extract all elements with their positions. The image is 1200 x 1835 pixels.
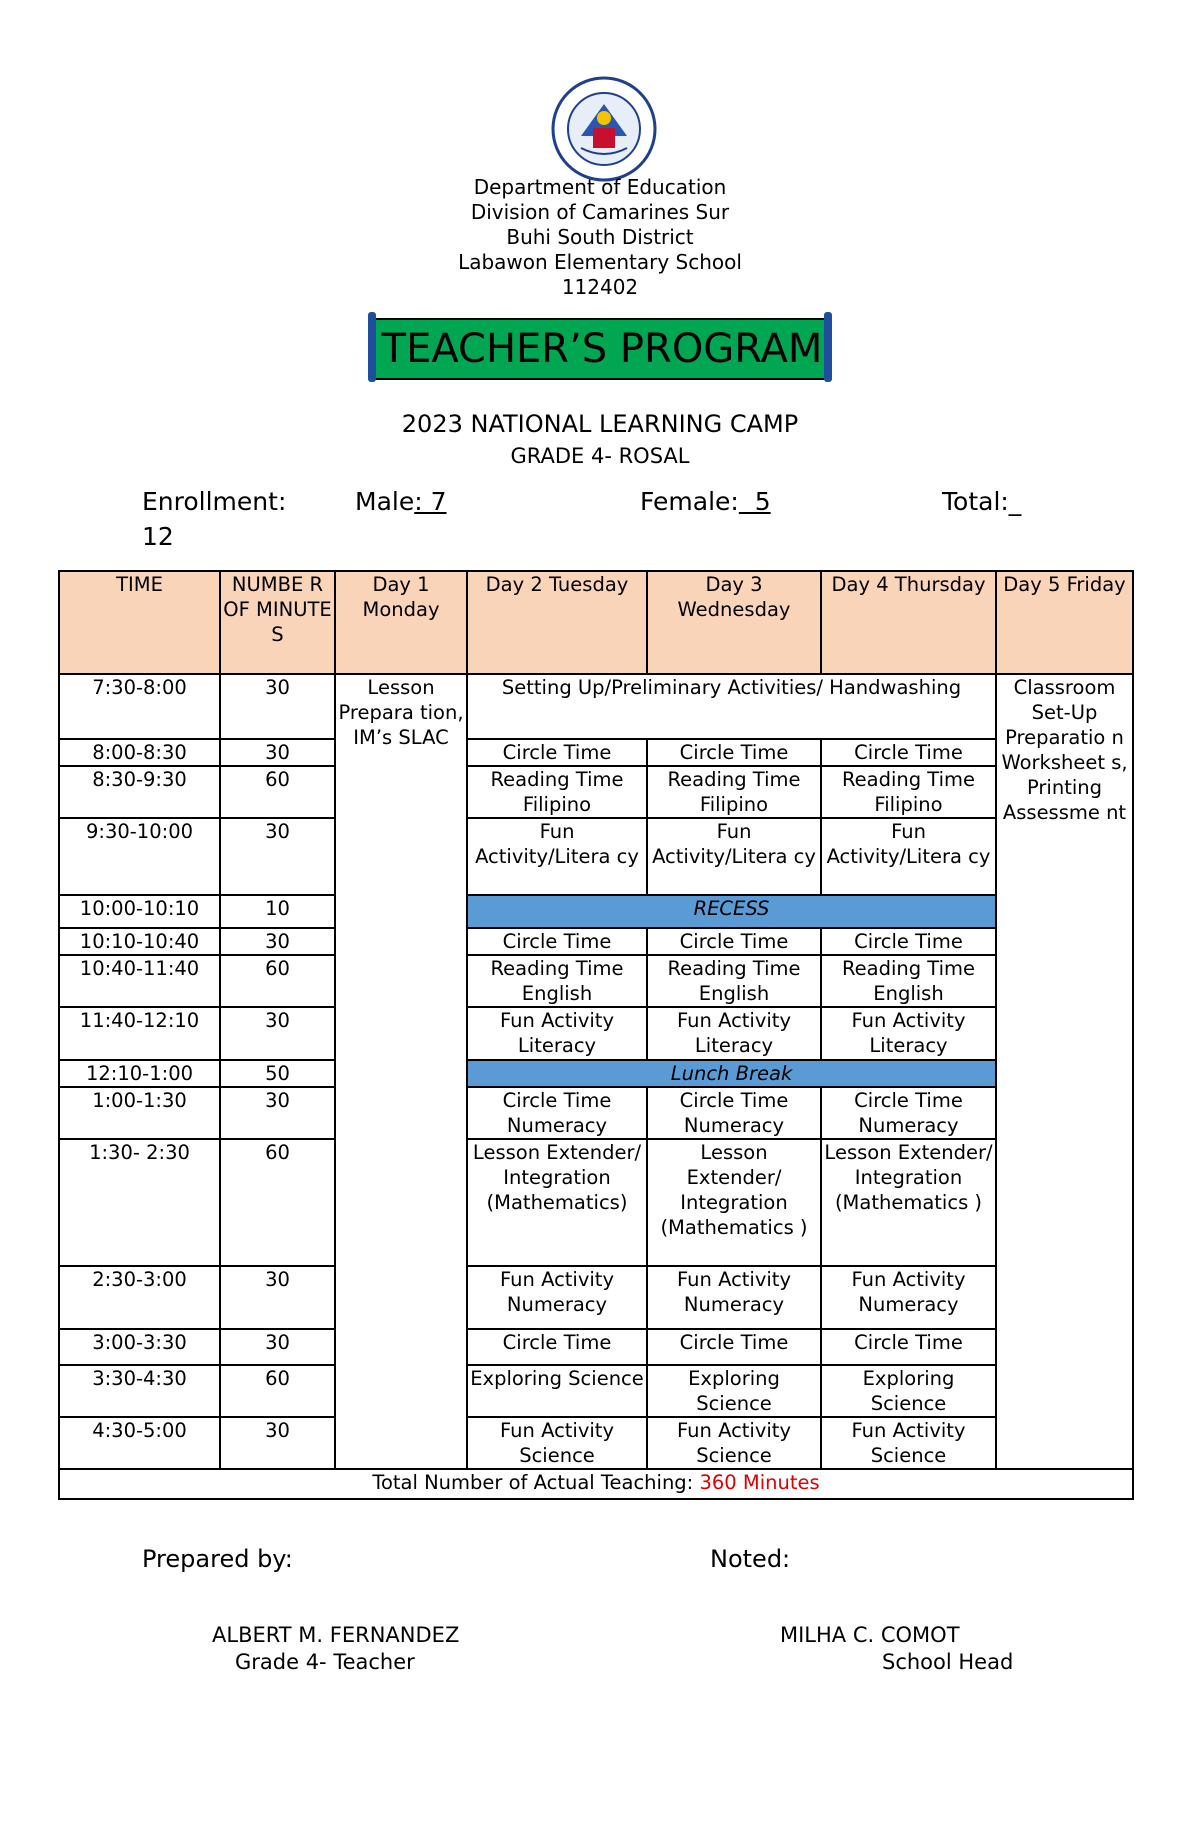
activity-cell: Reading Time English: [821, 955, 996, 1007]
minutes-cell: 60: [220, 1139, 335, 1266]
activity-cell: Reading Time Filipino: [467, 766, 647, 818]
activity-cell: Circle Time Numeracy: [647, 1087, 821, 1139]
minutes-cell: 60: [220, 766, 335, 818]
activity-cell: Circle Time: [647, 928, 821, 955]
header-time: TIME: [59, 571, 220, 674]
recess-band: RECESS: [467, 895, 996, 928]
time-cell: 2:30-3:00: [59, 1266, 220, 1329]
time-cell: 12:10-1:00: [59, 1060, 220, 1087]
minutes-cell: 30: [220, 1417, 335, 1469]
time-cell: 3:00-3:30: [59, 1329, 220, 1365]
activity-cell: Circle Time: [467, 928, 647, 955]
activity-cell: Fun Activity/Litera cy: [647, 818, 821, 895]
minutes-cell: 60: [220, 1365, 335, 1417]
header-day4: Day 4 Thursday: [821, 571, 996, 674]
prepared-by-label: Prepared by:: [142, 1545, 293, 1573]
header-day1: Day 1 Monday: [335, 571, 467, 674]
activity-cell: Fun Activity Literacy: [647, 1007, 821, 1060]
table-row: [59, 1087, 1133, 1139]
activity-cell: Fun Activity/Litera cy: [821, 818, 996, 895]
time-cell: 1:00-1:30: [59, 1087, 220, 1139]
activity-cell: Exploring Science: [647, 1365, 821, 1417]
activity-cell: Fun Activity Numeracy: [821, 1266, 996, 1329]
total-label: Total:_: [942, 487, 1022, 516]
table-row: [59, 739, 1133, 766]
time-cell: 8:30-9:30: [59, 766, 220, 818]
minutes-cell: 30: [220, 1266, 335, 1329]
minutes-cell: 30: [220, 674, 335, 739]
total-teaching-label: Total Number of Actual Teaching:: [372, 1471, 700, 1494]
table-header-row: [59, 571, 1133, 674]
table-row: [59, 766, 1133, 818]
female-count: Female: 5: [640, 487, 771, 516]
total-teaching: [59, 1469, 1133, 1499]
setup-activities: Setting Up/Preliminary Activities/ Handwashing: [467, 674, 996, 739]
activity-cell: Reading Time English: [467, 955, 647, 1007]
time-cell: 9:30-10:00: [59, 818, 220, 895]
minutes-cell: 60: [220, 955, 335, 1007]
activity-cell: Fun Activity Numeracy: [647, 1266, 821, 1329]
schedule-table: [58, 570, 1134, 1500]
minutes-cell: 30: [220, 1087, 335, 1139]
total-count: 12: [142, 522, 174, 551]
table-row: [59, 1060, 1133, 1087]
table-row: [59, 1266, 1133, 1329]
deped-seal-icon: [551, 76, 657, 182]
header-day5: Day 5 Friday: [996, 571, 1133, 674]
minutes-cell: 50: [220, 1060, 335, 1087]
activity-cell: Reading Time Filipino: [821, 766, 996, 818]
camp-title: 2023 NATIONAL LEARNING CAMP: [401, 410, 799, 438]
noter-name: MILHA C. COMOT: [780, 1623, 960, 1647]
time-cell: 10:10-10:40: [59, 928, 220, 955]
minutes-cell: 30: [220, 739, 335, 766]
total-teaching-value: 360 Minutes: [699, 1471, 820, 1494]
day5-classroom-setup: Classroom Set-Up Preparatio n Worksheet s, Printing Assessme nt: [996, 674, 1133, 1469]
time-cell: 4:30-5:00: [59, 1417, 220, 1469]
time-cell: 1:30- 2:30: [59, 1139, 220, 1266]
table-row: [59, 674, 1133, 739]
activity-cell: Reading Time Filipino: [647, 766, 821, 818]
activity-cell: Fun Activity Numeracy: [467, 1266, 647, 1329]
activity-cell: Lesson Extender/ Integration (Mathematics): [467, 1139, 647, 1266]
time-cell: 10:00-10:10: [59, 895, 220, 928]
noter-role: School Head: [882, 1650, 1014, 1674]
table-row: [59, 1139, 1133, 1266]
lunch-break-band: Lunch Break: [467, 1060, 996, 1087]
noted-label: Noted:: [710, 1545, 791, 1573]
preparer-name: ALBERT M. FERNANDEZ: [212, 1623, 460, 1647]
activity-cell: Circle Time: [821, 928, 996, 955]
activity-cell: Fun Activity/Litera cy: [467, 818, 647, 895]
table-row: [59, 1007, 1133, 1060]
table-row: [59, 818, 1133, 895]
activity-cell: Fun Activity Science: [467, 1417, 647, 1469]
time-cell: 11:40-12:10: [59, 1007, 220, 1060]
preparer-role: Grade 4- Teacher: [235, 1650, 415, 1674]
activity-cell: Reading Time English: [647, 955, 821, 1007]
table-row: [59, 1365, 1133, 1417]
activity-cell: Fun Activity Literacy: [821, 1007, 996, 1060]
minutes-cell: 30: [220, 1329, 335, 1365]
activity-cell: Fun Activity Literacy: [467, 1007, 647, 1060]
division-name: Division of Camarines Sur: [470, 200, 730, 224]
activity-cell: Circle Time: [647, 739, 821, 766]
day1-lesson-preparation: Lesson Prepara tion, IM’s SLAC: [335, 674, 467, 1469]
minutes-cell: 30: [220, 1007, 335, 1060]
department-name: Department of Education: [473, 175, 727, 199]
header-minutes: NUMBE R OF MINUTE S: [220, 571, 335, 674]
header-day3: Day 3 Wednesday: [647, 571, 821, 674]
header-day2: Day 2 Tuesday: [467, 571, 647, 674]
district-name: Buhi South District: [506, 225, 694, 249]
school-name: Labawon Elementary School: [458, 250, 742, 274]
total-row: [59, 1469, 1133, 1499]
page-title: TEACHER’S PROGRAM: [381, 326, 823, 372]
time-cell: 8:00-8:30: [59, 739, 220, 766]
activity-cell: Exploring Science: [467, 1365, 647, 1417]
time-cell: 3:30-4:30: [59, 1365, 220, 1417]
activity-cell: Circle Time: [821, 739, 996, 766]
grade-section: GRADE 4- ROSAL: [510, 444, 690, 468]
table-row: [59, 928, 1133, 955]
activity-cell: Fun Activity Science: [647, 1417, 821, 1469]
activity-cell: Circle Time Numeracy: [821, 1087, 996, 1139]
school-id: 112402: [561, 275, 639, 299]
minutes-cell: 30: [220, 928, 335, 955]
table-row: [59, 1329, 1133, 1365]
activity-cell: Exploring Science: [821, 1365, 996, 1417]
time-cell: 7:30-8:00: [59, 674, 220, 739]
table-row: [59, 955, 1133, 1007]
enrollment-label: Enrollment:: [142, 487, 287, 516]
minutes-cell: 30: [220, 818, 335, 895]
activity-cell: Lesson Extender/ Integration (Mathematics ): [821, 1139, 996, 1266]
minutes-cell: 10: [220, 895, 335, 928]
activity-cell: Fun Activity Science: [821, 1417, 996, 1469]
table-row: [59, 895, 1133, 928]
activity-cell: Circle Time: [821, 1329, 996, 1365]
activity-cell: Circle Time Numeracy: [467, 1087, 647, 1139]
male-count: Male: 7: [355, 487, 447, 516]
activity-cell: Circle Time: [467, 1329, 647, 1365]
activity-cell: Circle Time: [467, 739, 647, 766]
time-cell: 10:40-11:40: [59, 955, 220, 1007]
activity-cell: Lesson Extender/ Integration (Mathematics ): [647, 1139, 821, 1266]
table-row: [59, 1417, 1133, 1469]
activity-cell: Circle Time: [647, 1329, 821, 1365]
